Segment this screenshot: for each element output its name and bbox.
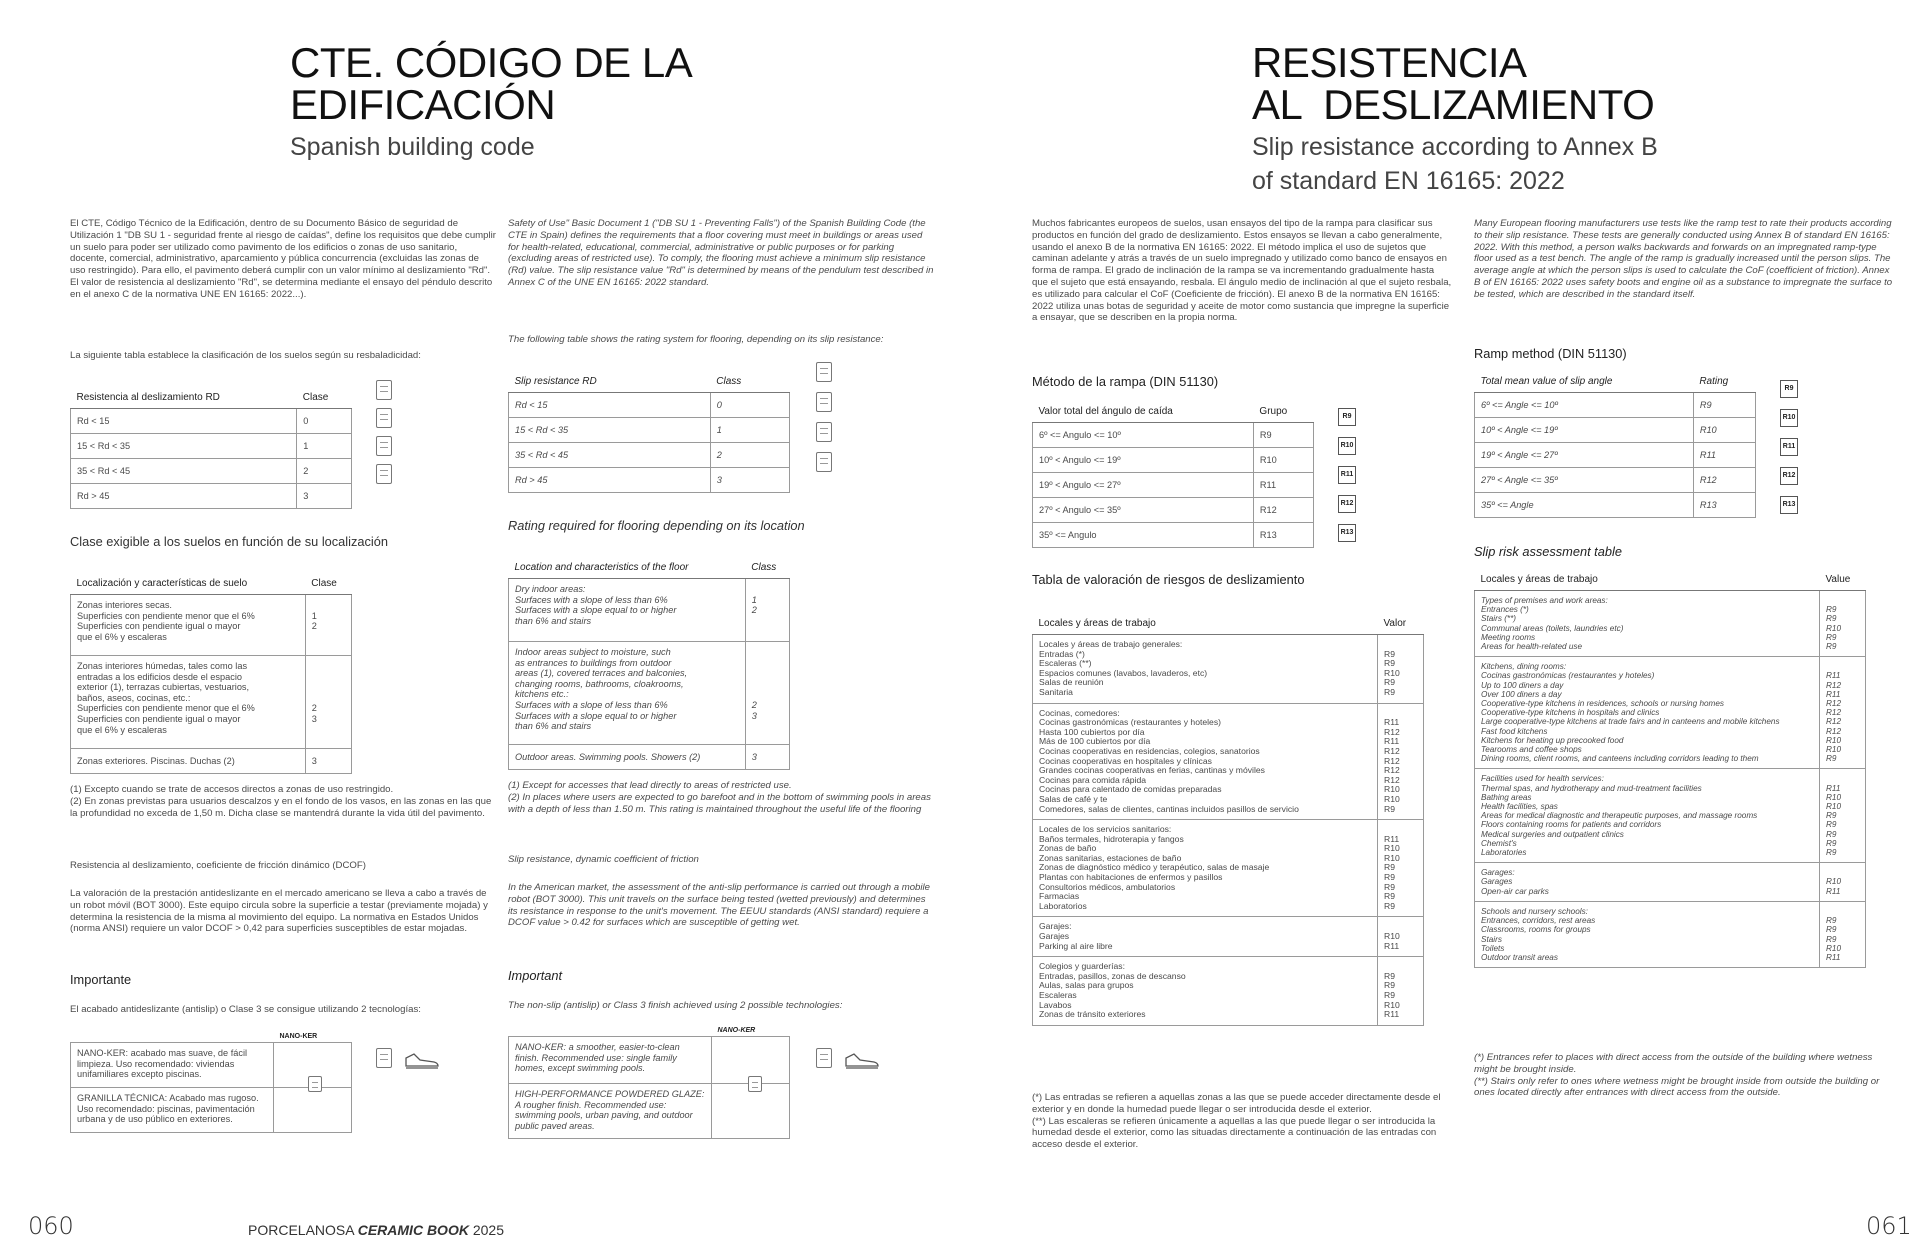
table-cell: Zonas exteriores. Piscinas. Duchas (2) <box>71 749 306 774</box>
table-header: Clase <box>305 572 351 595</box>
rating-badge-r12: R12 <box>1780 467 1798 485</box>
footer-book: CERAMIC BOOK <box>357 1222 469 1238</box>
table-cell: R10 R11 <box>1378 917 1424 957</box>
footer <box>248 1222 504 1238</box>
important-text: El acabado antideslizante (antislip) o Clase 3 se consigue utilizando 2 tecnologías: <box>70 1004 421 1015</box>
table-cell: R11 R10 R10 R9 R9 R9 R9 R9 <box>1820 769 1866 863</box>
table-cell: 6º <= Angle <= 10º <box>1475 393 1694 418</box>
table-row <box>509 393 790 418</box>
table-cell: R13 <box>1253 523 1313 548</box>
table-cell: R11 R12 R11 R12 R12 R12 R12 R10 R10 R9 <box>1378 703 1424 820</box>
table-cell: 15 < Rd < 35 <box>509 418 711 443</box>
ramp-method-table <box>1032 400 1314 548</box>
footnotes: (*) Las entradas se refieren a aquellas zonas a las que se puede acceder directamente desde el exterior y en donde la humedad puede llegar o ser introducida desde el exterior. (**) Las escaleras se refieren únicamente a aquellas a las que puede llegar o ser introducida la humedad desde el exterior, como las situadas directamente a continuación de las entradas con acceso desde el exterior. <box>1032 1092 1441 1151</box>
table-cell: 35 < Rd < 45 <box>509 443 711 468</box>
important-text-en: The non-slip (antislip) or Class 3 finish achieved using 2 possible technologies: <box>508 1000 843 1011</box>
table-header: Class <box>710 370 789 393</box>
table-cell: Rd < 15 <box>509 393 711 418</box>
table-row <box>509 418 790 443</box>
table-cell: 3 <box>745 745 789 770</box>
rating-badge-r9: R9 <box>1338 408 1356 426</box>
table-cell: R9 R9 R9 R10 R11 <box>1378 957 1424 1026</box>
ramp-method-title-en: Ramp method (DIN 51130) <box>1474 346 1627 361</box>
shoe-icon <box>404 1050 440 1070</box>
table-cell: Kitchens, dining rooms: Cocinas gastronómicas (restaurantes y hoteles) Up to 100 diners a day Over 100 diners a day Cooperative-type kitchens in residences, schools or nursing homes Cooperative-type kitchens in hospitals and clinics Large cooperative-type kitchens at trade fairs and in canteens and mobile kitchens Fast food kitchens Kitchens for heating up precooked food Tearooms and coffee shops Dining rooms, client rooms, and canteens including corridors leading to them <box>1475 657 1820 769</box>
page-title-line2: EDIFICACIÓN <box>290 81 556 128</box>
table-header: Class <box>745 556 789 579</box>
page-subtitle-line2: of standard EN 16165: 2022 <box>1252 167 1565 195</box>
table-row <box>1033 523 1314 548</box>
table-row <box>1033 917 1424 957</box>
table-row <box>509 642 790 745</box>
tile-class-icon <box>376 436 392 456</box>
table-header: Location and characteristics of the floor <box>509 556 746 579</box>
footnotes: (1) Excepto cuando se trate de accesos directos a zonas de uso restringido. (2) En zonas previstas para usuarios descalzos y en el fondo de los vasos, en las zonas en las que la profundidad no exceda de 1,50 m. Dicha clase se mantendrá durante la vida útil del pavimento. <box>70 784 492 819</box>
table-cell: 1 2 <box>305 595 351 656</box>
table-cell: Outdoor areas. Swimming pools. Showers (2) <box>509 745 746 770</box>
table-cell: Rd > 45 <box>71 484 297 509</box>
table-header: Clase <box>297 386 352 409</box>
slip-resistance-table-en <box>508 370 790 493</box>
footnotes-en: (*) Entrances refer to places with direct access from the outside of the building where wetness might be brought inside. (**) Stairs only refer to ones where wetness might be brought inside from outside the building or ones located directly after entrances with direct access from the outside. <box>1474 1052 1880 1099</box>
table-cell: R11 <box>1693 443 1755 468</box>
table-cell: 2 <box>710 443 789 468</box>
nanoker-logo: NANO-KER <box>279 1032 318 1040</box>
table-cell: 2 3 <box>305 656 351 749</box>
table-row <box>1475 393 1756 418</box>
table-intro: La siguiente tabla establece la clasificación de los suelos según su resbaladicidad: <box>70 350 421 361</box>
table-cell: Indoor areas subject to moisture, such as entrances to buildings from outdoor areas (1), covered terraces and balconies, changing rooms, bathrooms, cloakrooms, kitchens etc.: Surfaces with a slope of less than 6% Surfaces with a slope equal to or higher than 6% and stairs <box>509 642 746 745</box>
ramp-method-title: Método de la rampa (DIN 51130) <box>1032 374 1219 389</box>
section-heading: Clase exigible a los suelos en función de su localización <box>70 534 388 549</box>
table-header: Valor total del ángulo de caída <box>1033 400 1254 423</box>
table-cell: 3 <box>297 484 352 509</box>
important-title-en: Important <box>508 968 563 983</box>
rating-badge-r10: R10 <box>1780 409 1798 427</box>
table-cell: R11 R10 R10 R9 R9 R9 R9 R9 <box>1378 820 1424 917</box>
table-row <box>509 443 790 468</box>
table-row <box>509 745 790 770</box>
table-cell: 35º <= Angle <box>1475 493 1694 518</box>
dcof-paragraph: La valoración de la prestación antideslizante en el mercado americano se lleva a cabo a través de un robot móvil (BOT 3000). Este equipo circula sobre la superficie a testar (previamente mojada) y determina la resistencia de la misma al movimiento del equipo. La normativa en Estados Unidos (norma ANSI) requiere un valor DCOF > 0,42 para superficies susceptibles de estar mojadas. <box>70 888 488 935</box>
table-header: Locales y áreas de trabajo <box>1033 612 1378 635</box>
table-cell: 3 <box>710 468 789 493</box>
table-cell: R9 R9 R9 R10 R11 <box>1820 901 1866 967</box>
table-row <box>1475 901 1866 967</box>
table-cell: 19º < Angle <= 27º <box>1475 443 1694 468</box>
table-cell: Types of premises and work areas: Entrances (*) Stairs (**) Communal areas (toilets, laundries etc) Meeting rooms Areas for health-related use <box>1475 591 1820 657</box>
table-cell: 10º < Angulo <= 19º <box>1033 448 1254 473</box>
tile-class-icon <box>376 380 392 400</box>
table-cell: 2 <box>297 459 352 484</box>
risk-table-title-en: Slip risk assessment table <box>1474 544 1622 559</box>
table-row <box>1475 591 1866 657</box>
location-class-table-en <box>508 556 790 770</box>
dcof-title: Resistencia al deslizamiento, coeficiente de fricción dinámico (DCOF) <box>70 860 366 871</box>
table-row <box>1475 863 1866 902</box>
rating-badge-r9: R9 <box>1780 380 1798 398</box>
table-cell: Zonas interiores secas. Superficies con pendiente menor que el 6% Superficies con pendiente igual o mayor que el 6% y escaleras <box>71 595 306 656</box>
footer-year: 2025 <box>472 1222 504 1238</box>
table-header: Locales y áreas de trabajo <box>1475 568 1820 591</box>
table-row <box>1033 957 1424 1026</box>
dcof-title-en: Slip resistance, dynamic coefficient of friction <box>508 854 699 865</box>
slip-risk-table-en <box>1474 568 1866 968</box>
table-row <box>1475 418 1756 443</box>
table-row <box>509 579 790 642</box>
table-cell: Locales y áreas de trabajo generales: Entradas (*) Escaleras (**) Espacios comunes (lavabos, lavaderos, etc) Salas de reunión Sanitaria <box>1033 635 1378 704</box>
table-cell: Rd < 15 <box>71 409 297 434</box>
table-intro-en: The following table shows the rating system for flooring, depending on its slip resistance: <box>508 334 884 345</box>
table-cell: HIGH-PERFORMANCE POWDERED GLAZE: A rougher finish. Recommended use: swimming pools, urban paving, and outdoor public paved areas. <box>509 1084 712 1139</box>
table-cell: Garages: Garages Open-air car parks <box>1475 863 1820 902</box>
page-subtitle: Slip resistance according to Annex B <box>1252 133 1658 161</box>
ramp-method-table-en <box>1474 370 1756 518</box>
footnotes-en: (1) Except for accesses that lead directly to areas of restricted use. (2) In places where users are expected to go barefoot and in the bottom of swimming pools in areas with a depth of less than 1.50 m. This rating is maintained throughout the useful life of the flooring <box>508 780 931 815</box>
table-row <box>1033 423 1314 448</box>
table-cell: Zonas interiores húmedas, tales como las entradas a los edificios desde el espacio exterior (1), terrazas cubiertas, vestuarios, baños, aseos, cocinas, etc.: Superficies con pendiente menor que el 6% Superficies con pendiente igual o mayor que el 6% y escaleras <box>71 656 306 749</box>
table-row <box>71 409 352 434</box>
location-class-table <box>70 572 352 774</box>
table-cell: 1 2 <box>745 579 789 642</box>
table-cell: GRANILLA TÉCNICA: Acabado mas rugoso. Uso recomendado: piscinas, pavimentación urbana y de uso público en exteriores. <box>71 1088 274 1133</box>
table-row <box>509 468 790 493</box>
table-cell: Schools and nursery schools: Entrances, corridors, rest areas Classrooms, rooms for groups Stairs Toilets Outdoor transit areas <box>1475 901 1820 967</box>
table-cell: NANO-KER: a smoother, easier-to-clean finish. Recommended use: single family homes, except swimming pools. <box>509 1037 712 1084</box>
table-cell: 0 <box>297 409 352 434</box>
table-cell: 6º <= Angulo <= 10º <box>1033 423 1254 448</box>
table-cell: 19º < Angulo <= 27º <box>1033 473 1254 498</box>
table-cell: R9 <box>1693 393 1755 418</box>
intro-paragraph: El CTE, Código Técnico de la Edificación, dentro de su Documento Básico de seguridad de Utilización 1 "DB SU 1 - seguridad frente al riesgo de caídas", define los requisitos que debe cumplir un suelo para poder ser utilizado como pavimento de los edificios o zonas de uso sanitario, docente, comercial, administrativo, aparcamiento y pública concurrencia (excluidas las zonas de uso restringido). Para ello, el pavimento deberá cumplir con un valor mínimo al deslizamiento "Rd". El valor de resistencia al deslizamiento "Rd", se determina mediante el ensayo del péndulo descrito en el anexo C de la normativa UNE EN 16165: 2022...). <box>70 218 496 300</box>
important-title: Importante <box>70 972 132 987</box>
table-row <box>1475 769 1866 863</box>
table-row <box>1033 820 1424 917</box>
table-row <box>71 484 352 509</box>
rating-badge-r11: R11 <box>1780 438 1798 456</box>
table-header: Value <box>1820 568 1866 591</box>
table-row <box>71 656 352 749</box>
table-header: Valor <box>1378 612 1424 635</box>
table-cell: R12 <box>1253 498 1313 523</box>
rating-badge-r10: R10 <box>1338 437 1356 455</box>
table-row <box>509 1084 790 1139</box>
tile-class-icon <box>376 1048 392 1068</box>
slip-risk-table <box>1032 612 1424 1026</box>
table-cell: 1 <box>710 418 789 443</box>
rating-badge-r12: R12 <box>1338 495 1356 513</box>
table-cell: 35º <= Angulo <box>1033 523 1254 548</box>
table-cell: 35 < Rd < 45 <box>71 459 297 484</box>
tile-class-icon <box>376 464 392 484</box>
table-cell: NANO-KER: acabado mas suave, de fácil limpieza. Uso recomendado: viviendas unifamiliares excepto piscinas. <box>71 1043 274 1088</box>
table-header: Resistencia al deslizamiento RD <box>71 386 297 409</box>
table-cell: R10 <box>1693 418 1755 443</box>
table-row <box>71 459 352 484</box>
table-row <box>1475 468 1756 493</box>
table-cell: 3 <box>305 749 351 774</box>
tile-class-icon <box>816 1048 832 1068</box>
table-row <box>71 749 352 774</box>
table-header: Total mean value of slip angle <box>1475 370 1694 393</box>
table-cell: 10º < Angle <= 19º <box>1475 418 1694 443</box>
table-header: Slip resistance RD <box>509 370 711 393</box>
tile-class-icon <box>816 452 832 472</box>
table-row <box>71 1088 352 1133</box>
table-row <box>71 434 352 459</box>
table-cell: R11 R12 R11 R12 R12 R12 R12 R10 R10 R9 <box>1820 657 1866 769</box>
intro-paragraph-en: Safety of Use" Basic Document 1 ("DB SU 1 - Preventing Falls") of the Spanish Building Code (the CTE in Spain) defines the requirements that a floor covering must meet in buildings or areas used for health-related, educational, commercial, administrative or public purposes or for parking (excluding areas of restricted use). To comply, the flooring must achieve a minimum slip resistance (Rd) value. The slip resistance value "Rd" is determined by means of the pendulum test described in Annex C of the UNE EN 16165: 2022 standard. <box>508 218 934 288</box>
table-cell: R13 <box>1693 493 1755 518</box>
table-cell: Facilities used for health services: Thermal spas, and hydrotherapy and mud-treatment facilities Bathing areas Health facilities, spas Areas for medical diagnostic and therapeutic purposes, and massage rooms Floors containing rooms for patients and corridors Medical surgeries and outpatient clinics Chemist's Laboratories <box>1475 769 1820 863</box>
table-cell: Garajes: Garajes Parking al aire libre <box>1033 917 1378 957</box>
table-cell: Cocinas, comedores: Cocinas gastronómicas (restaurantes y hoteles) Hasta 100 cubiertos por día Más de 100 cubiertos por día Cocinas cooperativas en residencias, colegios, sanatorios Cocinas cooperativas en hospitales y clínicas Grandes cocinas cooperativas en ferias, cantinas y móviles Cocinas para comida rápida Cocinas para calentado de comidas preparadas Salas de café y te Comedores, salas de clientes, cantinas incluidos pasillos de servicio <box>1033 703 1378 820</box>
intro-paragraph: Muchos fabricantes europeos de suelos, usan ensayos del tipo de la rampa para clasificar sus productos en función del grado de deslizamiento. Estos ensayos se llevan a cabo generalmente, usando el anexo B de la normativa EN 16165: 2022. El método implica el uso de sujetos que caminan adelante y atrás a través de un suelo impregnado y utilizado como banco de ensayos en forma de rampa. El grado de inclinación de la rampa se va incrementando gradualmente hasta que el sujeto que está ensayando, resbala. El ángulo medio de inclinación al que el sujeto resbala, es utilizado para calcular el CoF (Coeficiente de fricción). El anexo B de la normativa EN 16165: 2022 utiliza unas botas de seguridad y aceite de motor como sustancia que impregne la superficie a ensayar, que se describen en la propia norma. <box>1032 218 1452 324</box>
rating-badge-r11: R11 <box>1338 466 1356 484</box>
risk-table-title: Tabla de valoración de riesgos de deslizamiento <box>1032 572 1305 587</box>
table-row <box>1033 473 1314 498</box>
table-cell: 27º < Angle <= 35º <box>1475 468 1694 493</box>
section-heading-en: Rating required for flooring depending on its location <box>508 518 805 533</box>
table-header: Rating <box>1693 370 1755 393</box>
page-title-line2: AL DESLIZAMIENTO <box>1252 81 1655 128</box>
table-row <box>1033 635 1424 704</box>
slip-resistance-table <box>70 386 352 509</box>
table-cell: R10 R11 <box>1820 863 1866 902</box>
page-subtitle: Spanish building code <box>290 133 535 161</box>
page-title: CTE. CÓDIGO DE LA <box>290 39 693 86</box>
table-row <box>1033 703 1424 820</box>
table-row <box>71 595 352 656</box>
table-cell: R11 <box>1253 473 1313 498</box>
table-cell: Dry indoor areas: Surfaces with a slope of less than 6% Surfaces with a slope equal to or higher than 6% and stairs <box>509 579 746 642</box>
page-number: 061 <box>1866 1212 1912 1240</box>
table-row <box>1475 493 1756 518</box>
page-title: RESISTENCIA <box>1252 39 1527 86</box>
dcof-paragraph-en: In the American market, the assessment of the anti-slip performance is carried out through a mobile robot (BOT 3000). This unit travels on the surface being tested (wetted previously) and determines its resistance in response to the unit's movement. The EEUU standards (ANSI standard) requiere a DCOF value > 0.42 for surfaces which are susceptible of getting wet. <box>508 882 930 929</box>
tile-class-icon <box>816 362 832 382</box>
table-cell: R12 <box>1693 468 1755 493</box>
table-cell: 15 < Rd < 35 <box>71 434 297 459</box>
table-cell: Rd > 45 <box>509 468 711 493</box>
table-row <box>1033 498 1314 523</box>
table-cell: R9 <box>1253 423 1313 448</box>
table-header: Localización y características de suelo <box>71 572 306 595</box>
tile-class-icon <box>816 392 832 412</box>
footer-brand: PORCELANOSA <box>248 1222 354 1238</box>
tile-class-icon <box>376 408 392 428</box>
nanoker-logo: NANO-KER <box>717 1026 756 1034</box>
table-cell: R9 R9 R10 R9 R9 <box>1378 635 1424 704</box>
table-cell: 2 3 <box>745 642 789 745</box>
table-row <box>1475 443 1756 468</box>
table-cell: R9 R9 R10 R9 R9 <box>1820 591 1866 657</box>
table-cell: 1 <box>297 434 352 459</box>
shoe-icon <box>844 1050 880 1070</box>
page-number: 060 <box>28 1212 74 1240</box>
tile-class-icon <box>748 1076 762 1092</box>
table-cell: Colegios y guarderías: Entradas, pasillos, zonas de descanso Aulas, salas para grupos Escaleras Lavabos Zonas de tránsito exteriores <box>1033 957 1378 1026</box>
table-cell: 27º < Angulo <= 35º <box>1033 498 1254 523</box>
tile-class-icon <box>816 422 832 442</box>
table-cell: 0 <box>710 393 789 418</box>
intro-paragraph-en: Many European flooring manufacturers use tests like the ramp test to rate their products according to their slip resistance. These tests are generally conducted using Annex B of standard EN 16165: 2022. With this method, a person walks backwards and forwards on an impregnated ramp-type floor used as a test bench. The angle of the ramp is gradually increased until the person slips. The average angle at which the person slips is used to calculate the CoF (coefficient of friction). Annex B of EN 16165: 2022 uses safety boots and engine oil as a substance to impregnate the surface to be tested, which are described in the standard itself. <box>1474 218 1893 300</box>
table-cell: R10 <box>1253 448 1313 473</box>
rating-badge-r13: R13 <box>1338 524 1356 542</box>
table-row <box>1475 657 1866 769</box>
table-row <box>1033 448 1314 473</box>
rating-badge-r13: R13 <box>1780 496 1798 514</box>
tile-class-icon <box>308 1076 322 1092</box>
table-cell: Locales de los servicios sanitarios: Baños termales, hidroterapia y fangos Zonas de baño Zonas sanitarias, estaciones de baño Zonas de diagnóstico médico y terapéutico, salas de masaje Plantas con habitaciones de enfermos y pasillos Consultorios médicos, ambulatorios Farmacias Laboratorios <box>1033 820 1378 917</box>
table-header: Grupo <box>1253 400 1313 423</box>
